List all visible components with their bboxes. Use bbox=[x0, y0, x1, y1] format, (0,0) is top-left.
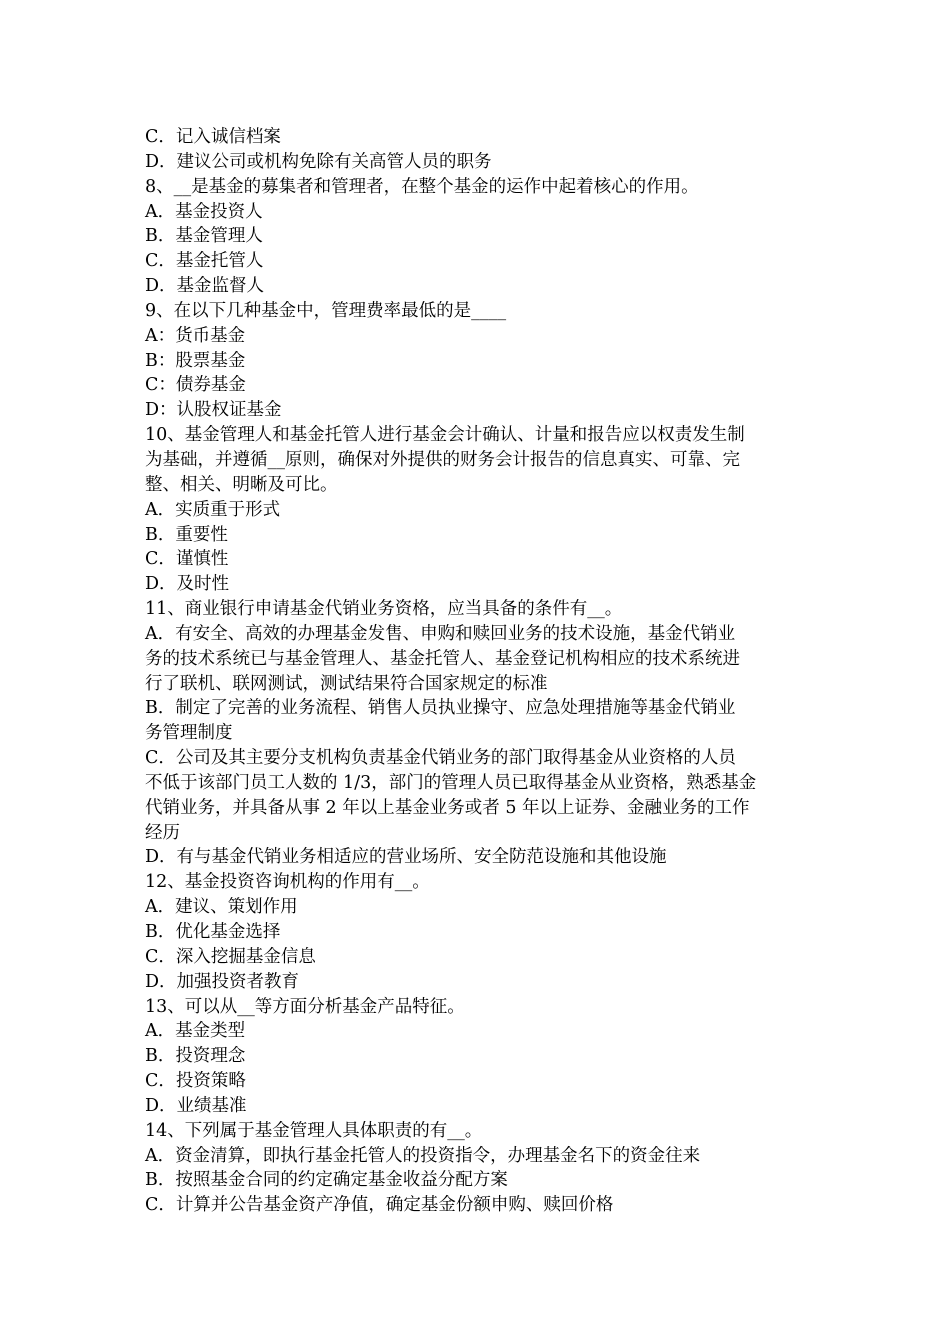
option-line: D．有与基金代销业务相适应的营业场所、安全防范设施和其他设施 bbox=[145, 847, 667, 868]
question-line: 8、__是基金的募集者和管理者，在整个基金的运作中起着核心的作用。 bbox=[145, 176, 699, 197]
option-line: D．基金监督人 bbox=[145, 276, 265, 297]
option-line: 代销业务，并具备从事 2 年以上基金业务或者 5 年以上证券、金融业务的工作 bbox=[145, 797, 750, 818]
option-line: D．加强投资者教育 bbox=[145, 971, 300, 992]
question-line: 12、基金投资咨询机构的作用有__。 bbox=[145, 872, 430, 893]
document-body bbox=[145, 125, 810, 1218]
question-line: 14、下列属于基金管理人具体职责的有__。 bbox=[145, 1120, 483, 1141]
option-line: A．实质重于形式 bbox=[145, 499, 281, 520]
option-line: C．基金托管人 bbox=[145, 251, 264, 272]
question-line: 为基础，并遵循__原则，确保对外提供的财务会计报告的信息真实、可靠、完 bbox=[145, 449, 740, 470]
option-line: 不低于该部门员工人数的 1/3，部门的管理人员已取得基金从业资格，熟悉基金 bbox=[145, 772, 757, 793]
option-line: C．谨慎性 bbox=[145, 549, 229, 570]
option-line: A．有安全、高效的办理基金发售、申购和赎回业务的技术设施，基金代销业 bbox=[145, 623, 736, 644]
question-line: 9、在以下几种基金中，管理费率最低的是____ bbox=[145, 300, 507, 321]
option-line: D．建议公司或机构免除有关高管人员的职务 bbox=[145, 151, 492, 172]
option-line: A．资金清算，即执行基金托管人的投资指令，办理基金名下的资金往来 bbox=[145, 1145, 701, 1166]
option-line: B．优化基金选择 bbox=[145, 922, 281, 942]
option-line: B．重要性 bbox=[145, 524, 228, 545]
option-line: C．公司及其主要分支机构负责基金代销业务的部门取得基金从业资格的人员 bbox=[145, 748, 736, 769]
question-line: 10、基金管理人和基金托管人进行基金会计确认、计量和报告应以权责发生制 bbox=[145, 425, 745, 446]
option-line: A．基金类型 bbox=[145, 1021, 246, 1042]
option-line: A．基金投资人 bbox=[145, 201, 263, 222]
option-line: B．投资理念 bbox=[145, 1046, 246, 1067]
option-line: D．业绩基准 bbox=[145, 1095, 247, 1116]
option-line: A：货币基金 bbox=[145, 325, 246, 346]
option-line: B．按照基金合同的约定确定基金收益分配方案 bbox=[145, 1170, 508, 1191]
question-line: 整、相关、明晰及可比。 bbox=[145, 474, 338, 495]
option-line: D：认股权证基金 bbox=[145, 400, 282, 421]
option-line: 经历 bbox=[145, 822, 180, 843]
option-line: B．基金管理人 bbox=[145, 226, 263, 247]
option-line: B：股票基金 bbox=[145, 350, 246, 371]
question-line: 11、商业银行申请基金代销业务资格，应当具备的条件有__。 bbox=[145, 599, 623, 620]
option-line: B．制定了完善的业务流程、销售人员执业操守、应急处理措施等基金代销业 bbox=[145, 698, 736, 719]
option-line: C．记入诚信档案 bbox=[145, 127, 281, 147]
option-line: 务的技术系统已与基金管理人、基金托管人、基金登记机构相应的技术系统进 bbox=[145, 648, 740, 669]
option-line: 行了联机、联网测试，测试结果符合国家规定的标准 bbox=[145, 673, 548, 694]
option-line: C．深入挖掘基金信息 bbox=[145, 946, 316, 967]
option-line: C：债券基金 bbox=[145, 375, 246, 396]
question-line: 13、可以从__等方面分析基金产品特征。 bbox=[145, 996, 465, 1017]
option-line: C．投资策略 bbox=[145, 1071, 246, 1092]
option-line: 务管理制度 bbox=[145, 723, 233, 744]
option-line: D．及时性 bbox=[145, 574, 230, 595]
option-line: A．建议、策划作用 bbox=[145, 897, 298, 918]
option-line: C．计算并公告基金资产净值，确定基金份额申购、赎回价格 bbox=[145, 1195, 614, 1216]
